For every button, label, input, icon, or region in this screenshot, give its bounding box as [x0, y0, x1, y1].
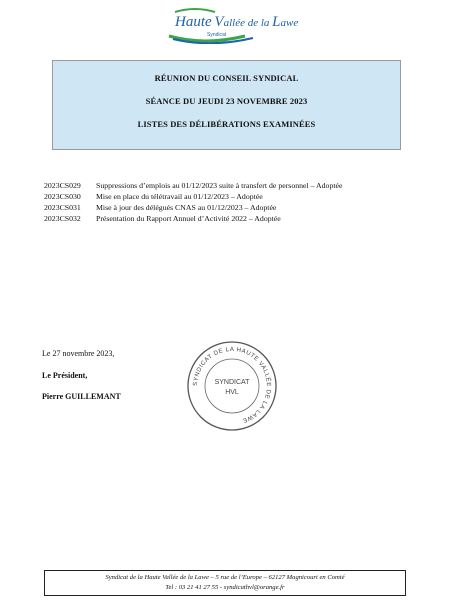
list-title: LISTES DES DÉLIBÉRATIONS EXAMINÉES [137, 119, 316, 129]
meeting-title: RÉUNION DU CONSEIL SYNDICAL [154, 73, 299, 83]
logo-subtitle: Syndicat [207, 32, 227, 38]
footer [44, 570, 406, 596]
deliberation-code: 2023CS030 [44, 192, 81, 201]
deliberation-list [44, 180, 424, 224]
stamp-ring-text: SYNDICAT DE LA HAUTE VALLÉE DE LA LAWE [192, 346, 272, 424]
footer-contact: Tel : 03 21 41 27 55 - syndicathvl@orange.fr [165, 584, 285, 591]
logo [165, 6, 299, 44]
deliberation-code: 2023CS029 [44, 181, 81, 190]
deliberation-text: Présentation du Rapport Annuel d’Activité 2022 – Adoptée [96, 214, 281, 223]
signature-date: Le 27 novembre 2023, [42, 349, 115, 358]
deliberation-text: Suppressions d’emplois au 01/12/2023 suite à transfert de personnel – Adoptée [96, 181, 343, 190]
signatory-role: Le Président, [42, 371, 88, 380]
signatory-name: Pierre GUILLEMANT [42, 392, 121, 401]
list-item [44, 191, 424, 202]
header-box [52, 60, 401, 150]
list-item [44, 180, 424, 191]
footer-address: Syndicat de la Haute Vallée de la Lawe – 5 rue de l’Europe – 62127 Magnicourt en Comté [105, 574, 345, 581]
list-item [44, 202, 424, 213]
deliberation-text: Mise en place du télétravail au 01/12/2023 – Adoptée [96, 192, 263, 201]
official-stamp [186, 340, 278, 432]
list-item [44, 213, 424, 224]
deliberation-code: 2023CS032 [44, 214, 81, 223]
stamp-center-text: SYNDICAT [214, 379, 250, 386]
session-date: SÉANCE DU JEUDI 23 NOVEMBRE 2023 [145, 96, 308, 106]
deliberation-text: Mise à jour des délégués CNAS au 01/12/2023 – Adoptée [96, 203, 277, 212]
stamp-center-text-2: HVL [225, 389, 239, 396]
deliberation-code: 2023CS031 [44, 203, 81, 212]
logo-wordmark: Haute Vallée de la Lawe [175, 14, 299, 30]
